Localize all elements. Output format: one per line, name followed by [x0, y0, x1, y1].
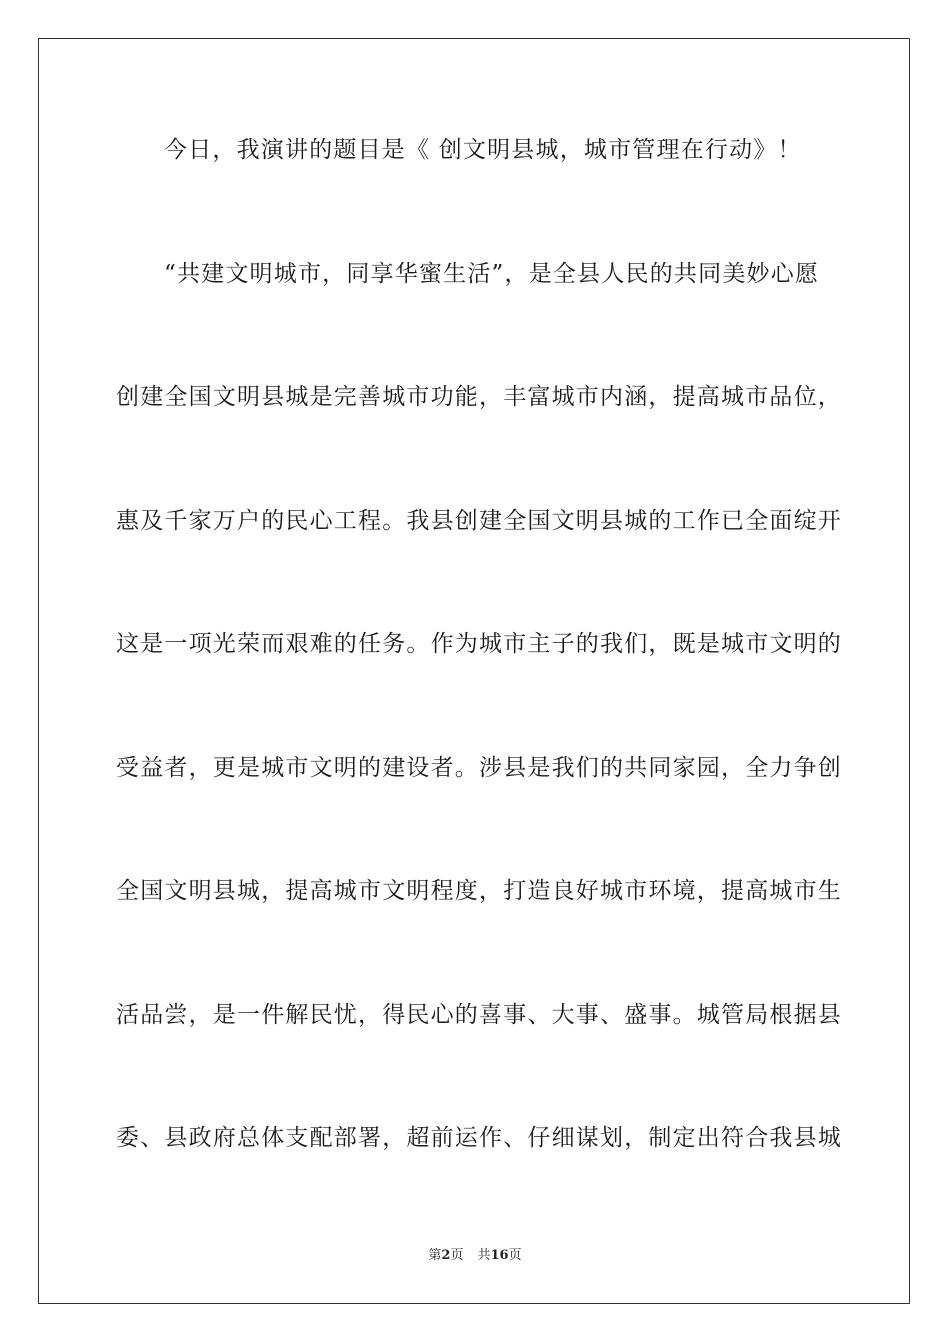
page-number-suffix: 页 [450, 1248, 464, 1263]
paragraph-line: 委、县政府总体支配部署，超前运作、仔细谋划，制定出符合我县城 [116, 1125, 842, 1151]
paragraph-line: 受益者，更是城市文明的建设者。涉县是我们的共同家园，全力争创 [116, 755, 842, 781]
paragraph-line: 创建全国文明县城是完善城市功能，丰富城市内涵，提高城市品位， [116, 384, 842, 410]
paragraph-line: “共建文明城市，同享华蜜生活”，是全县人民的共同美妙心愿 [164, 261, 820, 287]
total-pages-suffix: 页 [508, 1248, 522, 1263]
paragraph-line: 活品尝，是一件解民忧，得民心的喜事、大事、盛事。城管局根据县 [116, 1002, 842, 1028]
page-number: 2 [441, 1248, 451, 1263]
page-footer [0, 1244, 950, 1263]
page-number-prefix: 第 [428, 1248, 442, 1263]
page-frame [38, 38, 910, 1304]
paragraph-line: 今日，我演讲的题目是《 创文明县城，城市管理在行动》！ [164, 137, 802, 163]
paragraph-line: 全国文明县城，提高城市文明程度，打造良好城市环境，提高城市生 [116, 878, 842, 904]
total-pages: 16 [490, 1248, 509, 1263]
total-pages-prefix: 共 [477, 1248, 491, 1263]
paragraph-line: 这是一项光荣而艰难的任务。作为城市主子的我们，既是城市文明的 [116, 631, 842, 657]
paragraph-line: 惠及千家万户的民心工程。我县创建全国文明县城的工作已全面绽开 [116, 508, 842, 534]
